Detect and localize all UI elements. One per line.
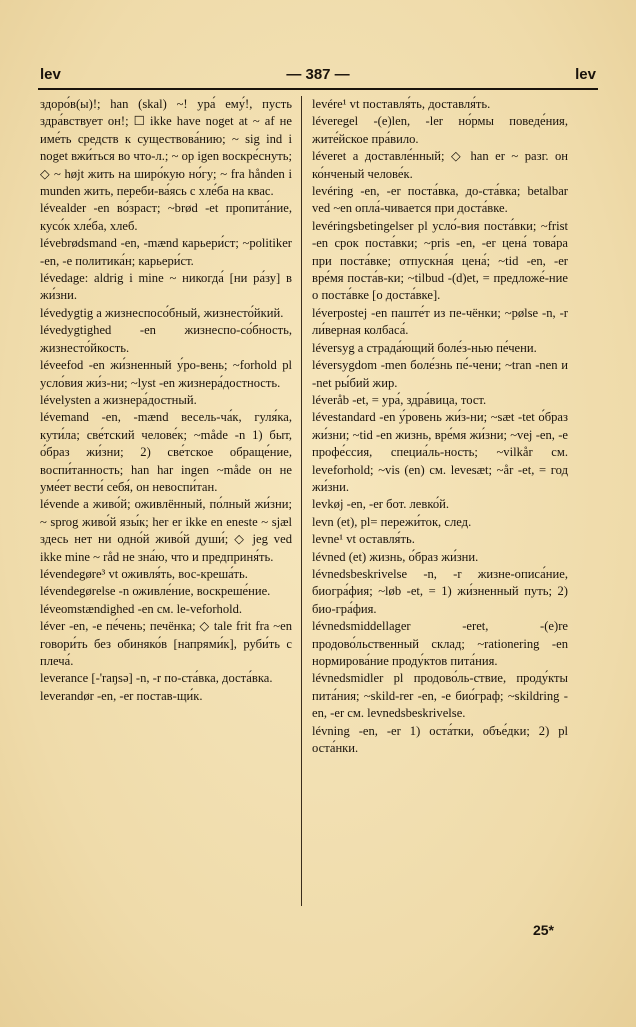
- entry: levn (et), pl= пережи́ток, след.: [312, 514, 472, 529]
- entry: lévemand -en, -mænd весель-ча́к, гуля́ка, кути́ла; све́тский челове́к; ~måde -n 1) быт, о́браз жи́зни; 2) све́тское обраще́ние, воспи́танность; han har ingen ~måde он не уме́ет вести́ себя́, он невоспи́тан.: [40, 410, 292, 494]
- entry: levéringsbetingelser pl усло́-вия поста́вки; ~frist -en срок поста́вки; ~pris -en, -er цена́ това́ра при поста́вке; отпускна́я цена́; ~tid -en, -er вре́мя поста́в-ки; ~tilbud -(d)et, = предложе́-ние о поста́вке [о доста́вке].: [312, 218, 568, 303]
- entry: lévebrødsmand -en, -mænd карьери́ст; ~politiker -en, -e политика́н; карьери́ст.: [40, 236, 292, 268]
- entry: lévned (et) жизнь, о́браз жи́зни.: [312, 549, 479, 564]
- left-column: [40, 96, 292, 976]
- left-guide-word: lev: [40, 66, 61, 83]
- right-guide-word: lev: [575, 66, 596, 83]
- entry: lévestandard -en у́ровень жи́з-ни; ~sæt -tet о́браз жи́зни; ~tid -en жизнь, вре́мя жи́зни; ~vej -en, -e профе́ссия, специа́ль-ность; ~vilkår см. leveforhold; ~vis (en) см. levesæt; ~år -et, = год жи́зни.: [312, 410, 568, 494]
- entry: levére¹ vt поставля́ть, доставля́ть.: [312, 97, 491, 111]
- page-header: [40, 66, 596, 88]
- entry: léversygdom -men боле́знь пе́-чени; ~tran -nen и -net ры́бий жир.: [312, 358, 568, 390]
- header-rule: [38, 88, 598, 90]
- entry: lévedygtig a жизнеспосо́бный, жизнесто́йкий.: [40, 305, 284, 320]
- entry: lévnedsbeskrivelse -n, -r жизне-описа́ние, биогра́фия; ~løb -et, = 1) жи́зненный путь; 2) био-гра́фия.: [312, 566, 568, 616]
- entry: lévedage: aldrig i mine ~ никогда́ [ни ра́зу] в жи́зни.: [40, 271, 292, 303]
- entry: léveregel -(e)len, -ler но́рмы поведе́ния, жите́йское пра́вило.: [312, 114, 568, 146]
- entry: lévning -en, -er 1) оста́тки, объе́дки; 2) pl оста́нки.: [312, 723, 568, 756]
- entry: leverandør -en, -er постав-щи́к.: [40, 688, 203, 703]
- entry: lévealder -en во́зраст; ~brød -et пропита́ние, кусо́к хле́ба, хлеб.: [40, 201, 292, 233]
- signature-mark: 25*: [532, 922, 554, 938]
- entry: lévedygtighed -en жизнеспо-со́бность, жизнесто́йкость.: [40, 323, 292, 355]
- entry: léver -en, -e пе́чень; печёнка; ◇ tale frit fra ~en говори́ть без обиняко́в [напрями́к], руби́ть с плеча́.: [40, 619, 292, 668]
- entry: léveefod -en жи́зненный у́ро-вень; ~forhold pl усло́вия жи́з-ни; ~lyst -en жизнера́достность.: [40, 358, 292, 390]
- entry: lévnedsmiddellager -eret, -(e)re продово́льственный склад; ~rationering -en нормирова́ние проду́ктов пита́ния.: [312, 619, 568, 668]
- right-column: [312, 96, 568, 976]
- entry: léveret a доставле́нный; ◇ han er ~ разг. он ко́нченый челове́к.: [312, 149, 568, 181]
- entry: lévnedsmidler pl продово́ль-ствие, проду́кты пита́ния; ~skild-rer -en, -e био́граф; ~skildring -en, -er см. levnedsbeskrivelse.: [312, 671, 568, 721]
- entry: lévendegørelse -n оживле́ние, воскреше́ние.: [40, 584, 271, 599]
- entry: leverance [-'raŋsə] -n, -r по-ста́вка, доста́вка.: [40, 671, 273, 686]
- entry: léveråb -et, = ура́, здра́вица, тост.: [312, 392, 487, 407]
- entry: léverpostej -en паште́т из пе-чёнки; ~pølse -n, -r ли́верная колбаса́.: [312, 305, 568, 338]
- entry: léveomstændighed -en см. le-veforhold.: [40, 601, 243, 616]
- entry: здоро́в(ы)!; han (skal) ~! ура́ ему́!, пусть здра́вствует он!; ☐ ikke have noget at ~ af не име́ть средств к существова́нию; ~ sig ind i noget вжи́ться во что-л.; ~ op igen воскре́снуть; ◇ ~ højt жить на широ́кую но́гу; ~ fra hånden i munden жить, переби-ва́ясь с хле́ба на квас.: [40, 97, 292, 199]
- entry: levkøj -en, -er бот. левко́й.: [312, 497, 450, 512]
- entry: léversyg a страда́ющий боле́з-нью пе́чени.: [312, 340, 537, 355]
- entry: lévende a живо́й; оживлённый, по́лный жи́зни; ~ sprog живо́й язы́к; her er ikke en eneste ~ sjæl здесь нет ни одно́й живо́й души́; ◇ jeg ved ikke mine ~ råd не зна́ю, что и предприня́ть.: [40, 497, 292, 564]
- entry: levéring -en, -er поста́вка, до-ста́вка; betalbar ved ~en опла́-чивается при доста́вке.: [312, 184, 568, 216]
- page-number: — 387 —: [286, 66, 350, 83]
- entry: levne¹ vt оставля́ть.: [312, 532, 415, 547]
- entry: lévendegøre³ vt оживля́ть, вос-креша́ть.: [40, 566, 248, 581]
- entry: lévelysten a жизнера́достный.: [40, 392, 197, 407]
- column-divider: [301, 96, 302, 906]
